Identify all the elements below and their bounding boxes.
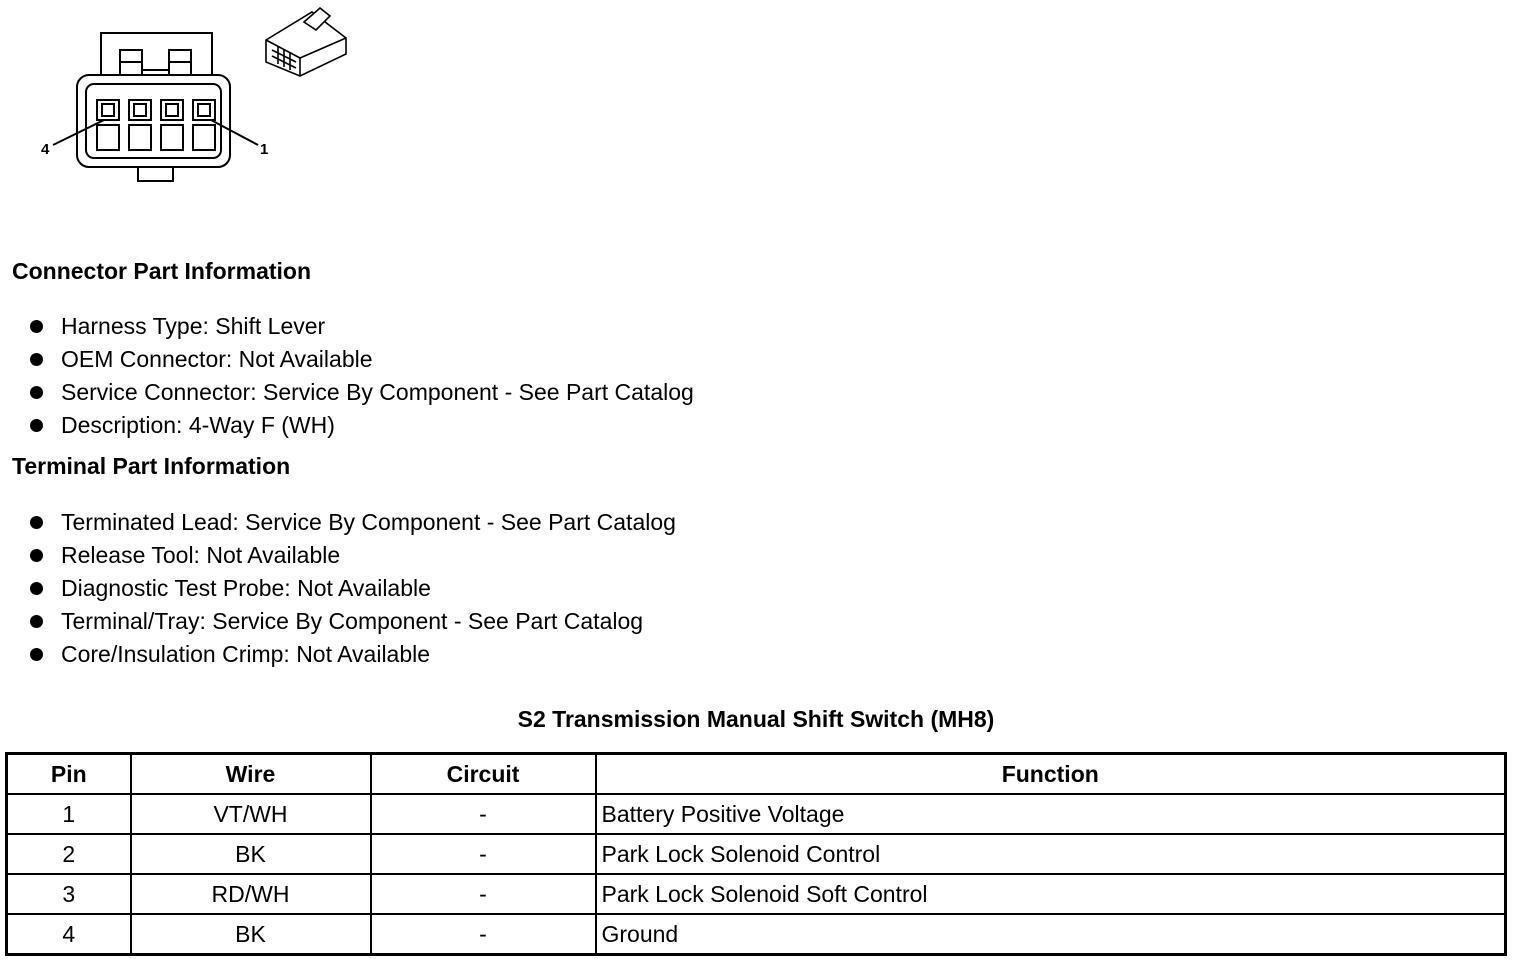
cell-wire: RD/WH	[131, 874, 371, 914]
connector-iso-sketch	[266, 8, 346, 76]
table-row	[7, 794, 1506, 834]
connector-diagram	[30, 0, 370, 195]
header-wire: Wire	[131, 754, 371, 795]
cell-pin: 1	[7, 794, 131, 834]
list-item: Service Connector: Service By Component - See Part Catalog	[28, 376, 694, 409]
cell-function: Park Lock Solenoid Control	[596, 834, 1506, 874]
cell-circuit: -	[371, 834, 596, 874]
cell-function: Battery Positive Voltage	[596, 794, 1506, 834]
connector-info-list	[28, 310, 694, 442]
bullet-icon	[30, 320, 43, 333]
cell-circuit: -	[371, 794, 596, 834]
bullet-icon	[30, 386, 43, 399]
list-item: Description: 4-Way F (WH)	[28, 409, 694, 442]
list-item: Harness Type: Shift Lever	[28, 310, 694, 343]
bullet-icon	[30, 516, 43, 529]
table-row	[7, 834, 1506, 874]
table-header-row	[7, 754, 1506, 795]
table-row	[7, 914, 1506, 955]
cell-pin: 4	[7, 914, 131, 955]
list-item: Core/Insulation Crimp: Not Available	[28, 638, 676, 671]
bullet-icon	[30, 615, 43, 628]
header-circuit: Circuit	[371, 754, 596, 795]
bullet-icon	[30, 419, 43, 432]
pinout-table	[5, 752, 1507, 956]
table-row	[7, 874, 1506, 914]
header-function: Function	[596, 754, 1506, 795]
connector-info-heading: Connector Part Information	[12, 258, 312, 284]
list-item: OEM Connector: Not Available	[28, 343, 694, 376]
bullet-icon	[30, 648, 43, 661]
list-item: Terminal/Tray: Service By Component - See Part Catalog	[28, 605, 676, 638]
connector-latch	[101, 33, 212, 78]
cell-wire: BK	[131, 914, 371, 955]
pin-label-1: 1	[260, 141, 269, 158]
cell-pin: 3	[7, 874, 131, 914]
cell-function: Park Lock Solenoid Soft Control	[596, 874, 1506, 914]
header-pin: Pin	[7, 754, 131, 795]
cell-wire: BK	[131, 834, 371, 874]
list-item: Release Tool: Not Available	[28, 539, 676, 572]
cell-function: Ground	[596, 914, 1506, 955]
cell-circuit: -	[371, 914, 596, 955]
terminal-info-list	[28, 506, 676, 671]
bullet-icon	[30, 582, 43, 595]
cell-pin: 2	[7, 834, 131, 874]
terminal-info-heading: Terminal Part Information	[12, 453, 291, 479]
cell-wire: VT/WH	[131, 794, 371, 834]
list-item: Diagnostic Test Probe: Not Available	[28, 572, 676, 605]
pin-label-4: 4	[41, 141, 50, 158]
pin-table-title: S2 Transmission Manual Shift Switch (MH8)	[517, 706, 995, 732]
list-item: Terminated Lead: Service By Component - See Part Catalog	[28, 506, 676, 539]
bullet-icon	[30, 353, 43, 366]
bullet-icon	[30, 549, 43, 562]
cell-circuit: -	[371, 874, 596, 914]
